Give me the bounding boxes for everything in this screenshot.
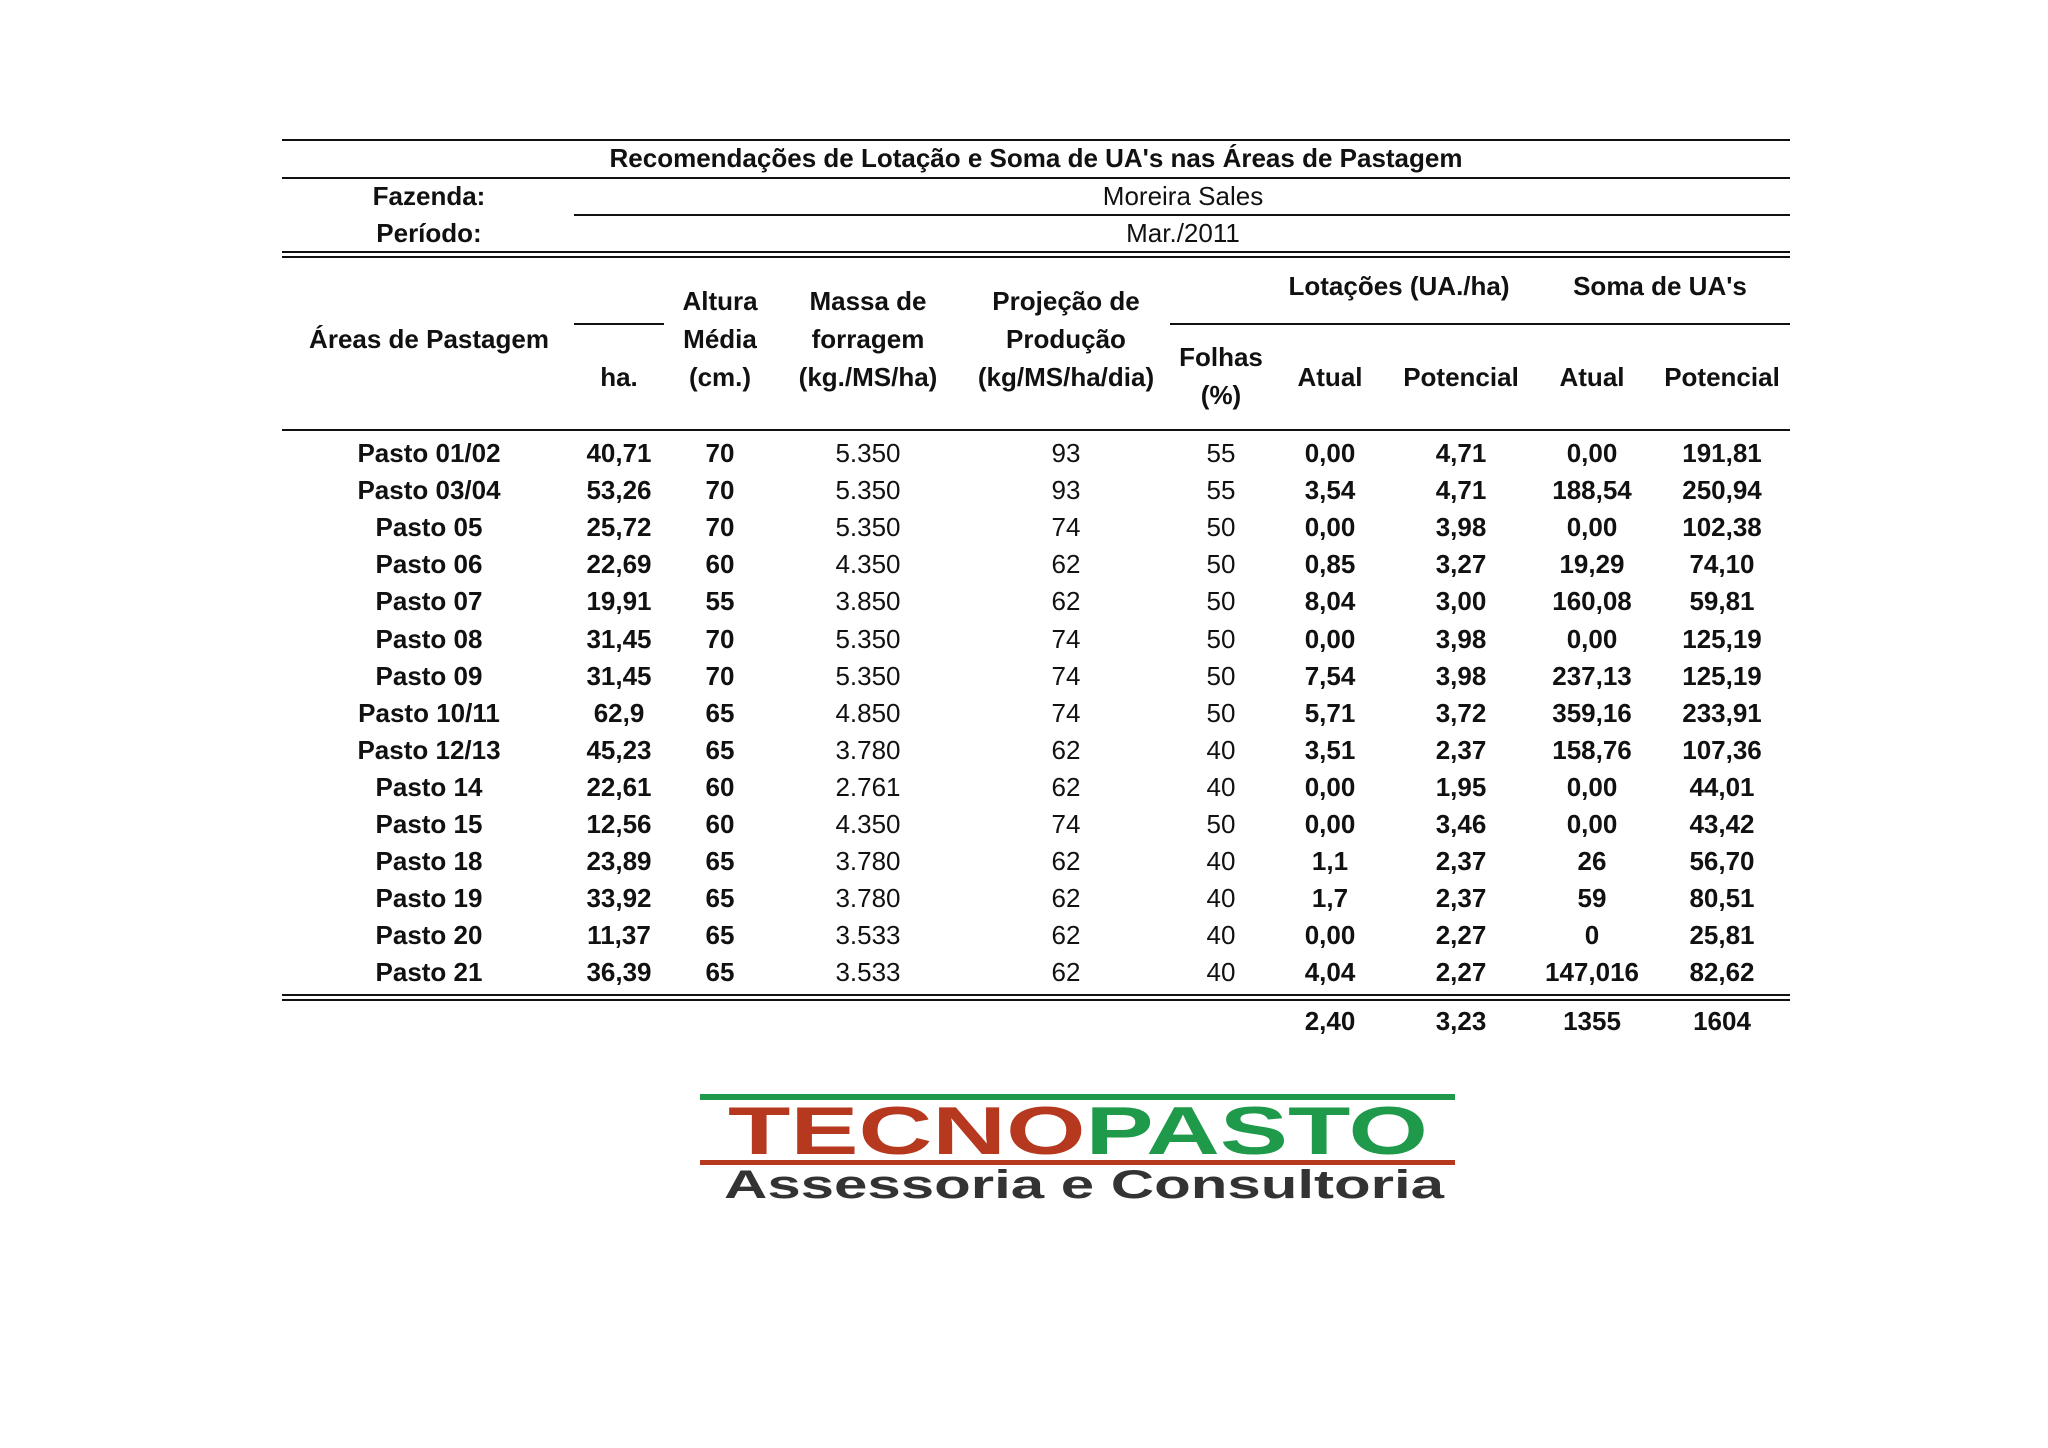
massa-value: 3.850 [835, 586, 901, 617]
header-folhas-2: (%) [1200, 380, 1242, 410]
lotacao-potencial-value: 3,98 [1435, 660, 1487, 691]
massa-value: 4.850 [835, 697, 901, 728]
folhas-value: 50 [1206, 623, 1236, 654]
lotacao-atual-value: 0,00 [1304, 623, 1356, 654]
area-name: Pasto 18 [375, 846, 483, 877]
area-name: Pasto 01/02 [357, 438, 501, 468]
soma-potencial-value: 107,36 [1682, 734, 1762, 765]
header-folhas-1: Folhas [1179, 342, 1263, 372]
lotacao-atual-value: 1,1 [1311, 846, 1349, 877]
table-row [282, 546, 1790, 583]
altura-value: 65 [705, 697, 735, 728]
projecao-value: 93 [1051, 438, 1081, 468]
header-ha: ha. [600, 362, 638, 392]
folhas-value: 40 [1206, 734, 1236, 765]
total-soma-potencial: 1604 [1693, 1006, 1751, 1036]
projecao-value: 74 [1051, 697, 1081, 728]
area-name: Pasto 07 [375, 586, 483, 617]
projecao-value: 62 [1051, 957, 1081, 988]
soma-atual-value: 0,00 [1566, 438, 1618, 468]
ha-value: 25,72 [586, 512, 652, 543]
lotacao-atual-value: 0,00 [1304, 771, 1356, 802]
altura-value: 60 [705, 549, 735, 580]
lotacao-potencial-value: 2,27 [1435, 920, 1487, 951]
report-title: Recomendações de Lotação e Soma de UA's nas Áreas de Pastagem [609, 143, 1463, 173]
ha-header-rule [574, 323, 664, 325]
projecao-value: 93 [1051, 475, 1081, 506]
altura-value: 65 [705, 846, 735, 877]
soma-atual-value: 0 [1584, 920, 1600, 951]
header-projecao-2: Produção [1006, 324, 1126, 354]
ha-value: 33,92 [586, 883, 652, 914]
lotacao-potencial-value: 3,27 [1435, 549, 1487, 580]
logo-tagline: Assessoria e Consultoria [724, 1163, 1446, 1204]
header-lotacoes: Lotações (UA./ha) [1288, 271, 1510, 301]
area-name: Pasto 14 [375, 771, 483, 802]
header-soma-atual: Atual [1559, 362, 1625, 392]
folhas-value: 40 [1206, 920, 1236, 951]
area-name: Pasto 08 [375, 623, 483, 654]
soma-potencial-value: 102,38 [1682, 512, 1762, 543]
soma-atual-value: 237,13 [1552, 660, 1632, 691]
massa-value: 4.350 [835, 549, 901, 580]
table-row [282, 621, 1790, 658]
soma-atual-value: 0,00 [1566, 809, 1618, 839]
lotacao-potencial-value: 2,37 [1435, 883, 1487, 914]
soma-atual-value: 0,00 [1566, 771, 1618, 802]
projecao-value: 74 [1051, 809, 1081, 839]
soma-atual-value: 359,16 [1552, 697, 1632, 728]
ha-value: 22,69 [586, 549, 652, 580]
area-name: Pasto 10/11 [358, 697, 500, 728]
folhas-value: 55 [1206, 438, 1236, 468]
massa-value: 5.350 [835, 475, 901, 506]
area-name: Pasto 20 [375, 920, 483, 951]
folhas-value: 55 [1206, 475, 1236, 506]
ha-value: 53,26 [586, 475, 652, 506]
massa-value: 2.761 [835, 771, 901, 802]
lotacao-atual-value: 8,04 [1304, 586, 1356, 617]
folhas-value: 50 [1206, 586, 1236, 617]
header-massa-1: Massa de [809, 286, 927, 316]
header-lotacao-potencial: Potencial [1403, 362, 1519, 392]
area-name: Pasto 19 [375, 883, 483, 914]
lotacao-atual-value: 5,71 [1304, 697, 1356, 728]
altura-value: 70 [705, 512, 735, 543]
lotacao-potencial-value: 1,95 [1435, 771, 1487, 802]
folhas-value: 50 [1206, 697, 1236, 728]
soma-atual-value: 59 [1577, 883, 1607, 914]
total-lotacao-potencial: 3,23 [1435, 1006, 1487, 1036]
table-row [282, 806, 1790, 843]
soma-potencial-value: 74,10 [1689, 549, 1755, 580]
lotacao-potencial-value: 3,98 [1435, 512, 1487, 543]
soma-atual-value: 0,00 [1566, 623, 1618, 654]
altura-value: 70 [705, 438, 735, 468]
logo-brand-pasto: PASTO [1085, 1094, 1314, 1169]
soma-potencial-value: 233,91 [1682, 697, 1762, 728]
altura-value: 65 [705, 920, 735, 951]
lotacao-atual-value: 1,7 [1311, 883, 1349, 914]
lotacao-atual-value: 7,54 [1304, 660, 1356, 691]
folhas-value: 40 [1206, 771, 1236, 802]
table-row [282, 583, 1790, 620]
lotacao-atual-value: 0,00 [1304, 512, 1356, 543]
header-projecao-1: Projeção de [992, 286, 1140, 316]
top-rule [282, 139, 1790, 141]
projecao-value: 62 [1051, 586, 1081, 617]
area-name: Pasto 12/13 [357, 734, 501, 765]
header-projecao-3: (kg/MS/ha/dia) [977, 362, 1155, 392]
header-massa-2: forragem [811, 324, 925, 354]
table-row [282, 917, 1790, 954]
projecao-value: 74 [1051, 512, 1081, 543]
projecao-value: 74 [1051, 660, 1081, 691]
header-altura-3: (cm.) [688, 362, 752, 392]
soma-atual-value: 0,00 [1566, 512, 1618, 543]
ha-value: 31,45 [586, 623, 652, 654]
ha-value: 12,56 [586, 809, 652, 839]
soma-atual-value: 19,29 [1559, 549, 1625, 580]
projecao-value: 62 [1051, 734, 1081, 765]
altura-value: 60 [705, 771, 735, 802]
projecao-value: 62 [1051, 549, 1081, 580]
lotacao-potencial-value: 4,71 [1435, 438, 1487, 468]
fazenda-label: Fazenda: [372, 181, 486, 211]
altura-value: 70 [705, 623, 735, 654]
projecao-value: 62 [1051, 920, 1081, 951]
area-name: Pasto 06 [375, 549, 483, 580]
soma-potencial-value: 43,42 [1689, 809, 1755, 839]
massa-value: 3.533 [835, 957, 901, 988]
massa-value: 5.350 [835, 512, 901, 543]
table-row [282, 658, 1790, 695]
projecao-value: 62 [1051, 846, 1081, 877]
lotacao-atual-value: 0,00 [1304, 438, 1356, 468]
soma-potencial-value: 59,81 [1689, 586, 1755, 617]
lotacao-potencial-value: 3,00 [1435, 586, 1487, 617]
massa-value: 3.533 [835, 920, 901, 951]
table-row [282, 769, 1790, 806]
soma-potencial-value: 80,51 [1689, 883, 1755, 914]
massa-value: 5.350 [835, 438, 901, 468]
massa-value: 3.780 [835, 846, 901, 877]
folhas-value: 50 [1206, 809, 1236, 839]
area-name: Pasto 03/04 [357, 475, 501, 506]
ha-value: 45,23 [586, 734, 652, 765]
total-soma-atual: 1355 [1563, 1006, 1621, 1036]
soma-atual-value: 26 [1577, 846, 1607, 877]
fazenda-rule [574, 214, 1790, 216]
soma-atual-value: 158,76 [1552, 734, 1632, 765]
projecao-value: 74 [1051, 623, 1081, 654]
folhas-value: 40 [1206, 883, 1236, 914]
area-name: Pasto 09 [375, 660, 483, 691]
projecao-value: 62 [1051, 883, 1081, 914]
area-name: Pasto 15 [375, 809, 483, 839]
fazenda-value: Moreira Sales [1102, 181, 1264, 211]
header-soma: Soma de UA's [1573, 271, 1747, 301]
massa-value: 3.780 [835, 734, 901, 765]
folhas-value: 50 [1206, 549, 1236, 580]
table-row [282, 695, 1790, 732]
lotacao-potencial-value: 3,72 [1435, 697, 1487, 728]
lotacao-potencial-value: 2,27 [1435, 957, 1487, 988]
lotacao-potencial-value: 4,71 [1435, 475, 1487, 506]
table-row [282, 435, 1790, 472]
ha-value: 23,89 [586, 846, 652, 877]
massa-value: 4.350 [835, 809, 901, 839]
soma-atual-value: 160,08 [1552, 586, 1632, 617]
table-row [282, 509, 1790, 546]
header-areas: Áreas de Pastagem [309, 324, 549, 354]
massa-value: 5.350 [835, 623, 901, 654]
altura-value: 70 [705, 660, 735, 691]
altura-value: 65 [705, 883, 735, 914]
ha-value: 40,71 [586, 438, 652, 468]
logo-graphic [698, 1094, 1458, 1204]
table-row [282, 732, 1790, 769]
ha-value: 11,37 [587, 920, 651, 951]
area-name: Pasto 05 [375, 512, 483, 543]
altura-value: 60 [705, 809, 735, 839]
folhas-value: 40 [1206, 957, 1236, 988]
lotacao-atual-value: 0,85 [1304, 549, 1356, 580]
lotacao-potencial-value: 2,37 [1435, 734, 1487, 765]
projecao-value: 62 [1051, 771, 1081, 802]
table-row [282, 472, 1790, 509]
ha-value: 62,9 [593, 697, 645, 728]
altura-value: 70 [705, 475, 735, 506]
soma-potencial-value: 250,94 [1682, 475, 1762, 506]
title-rule [282, 177, 1790, 179]
soma-potencial-value: 125,19 [1682, 623, 1762, 654]
ha-value: 36,39 [586, 957, 652, 988]
massa-value: 5.350 [835, 660, 901, 691]
logo-brand [728, 1094, 1428, 1169]
lotacao-atual-value: 0,00 [1304, 809, 1356, 839]
header-lotacao-atual: Atual [1297, 362, 1363, 392]
header-altura-1: Altura [682, 286, 758, 316]
lotacao-atual-value: 3,54 [1304, 475, 1356, 506]
table-row [282, 843, 1790, 880]
soma-potencial-value: 82,62 [1689, 957, 1755, 988]
tecnopasto-logo [698, 1094, 1458, 1204]
totals-double-rule [282, 994, 1790, 1001]
lotacao-potencial-value: 3,46 [1435, 809, 1487, 839]
folhas-value: 40 [1206, 846, 1236, 877]
soma-potencial-value: 44,01 [1689, 771, 1755, 802]
area-name: Pasto 21 [375, 957, 483, 988]
periodo-value: Mar./2011 [1126, 218, 1240, 248]
soma-atual-value: 188,54 [1552, 475, 1632, 506]
header-soma-potencial: Potencial [1664, 362, 1780, 392]
lotacao-atual-value: 0,00 [1304, 920, 1356, 951]
header-massa-3: (kg./MS/ha) [798, 362, 938, 392]
logo-brand-tecno: TECNO [728, 1094, 966, 1169]
total-lotacao-atual: 2,40 [1304, 1006, 1356, 1036]
group-header-rule [1170, 323, 1790, 325]
altura-value: 65 [705, 957, 735, 988]
periodo-label: Período: [376, 218, 482, 248]
soma-potencial-value: 56,70 [1689, 846, 1755, 877]
header-altura-2: Média [683, 324, 757, 354]
table-row [282, 954, 1790, 991]
lotacao-atual-value: 3,51 [1304, 734, 1356, 765]
totals-row [282, 1003, 1790, 1040]
ha-value: 19,91 [586, 586, 652, 617]
lotacao-potencial-value: 3,98 [1435, 623, 1487, 654]
header-double-rule [282, 251, 1790, 258]
soma-potencial-value: 125,19 [1682, 660, 1762, 691]
soma-atual-value: 147,016 [1545, 957, 1639, 988]
ha-value: 31,45 [586, 660, 652, 691]
altura-value: 55 [705, 586, 735, 617]
soma-potencial-value: 191,81 [1682, 438, 1762, 468]
lotacao-atual-value: 4,04 [1304, 957, 1356, 988]
folhas-value: 50 [1206, 660, 1236, 691]
altura-value: 65 [705, 734, 735, 765]
table-row [282, 880, 1790, 917]
lotacao-potencial-value: 2,37 [1435, 846, 1487, 877]
folhas-value: 50 [1206, 512, 1236, 543]
header-bottom-rule [282, 429, 1790, 431]
soma-potencial-value: 25,81 [1689, 920, 1755, 951]
massa-value: 3.780 [835, 883, 901, 914]
ha-value: 22,61 [586, 771, 652, 802]
